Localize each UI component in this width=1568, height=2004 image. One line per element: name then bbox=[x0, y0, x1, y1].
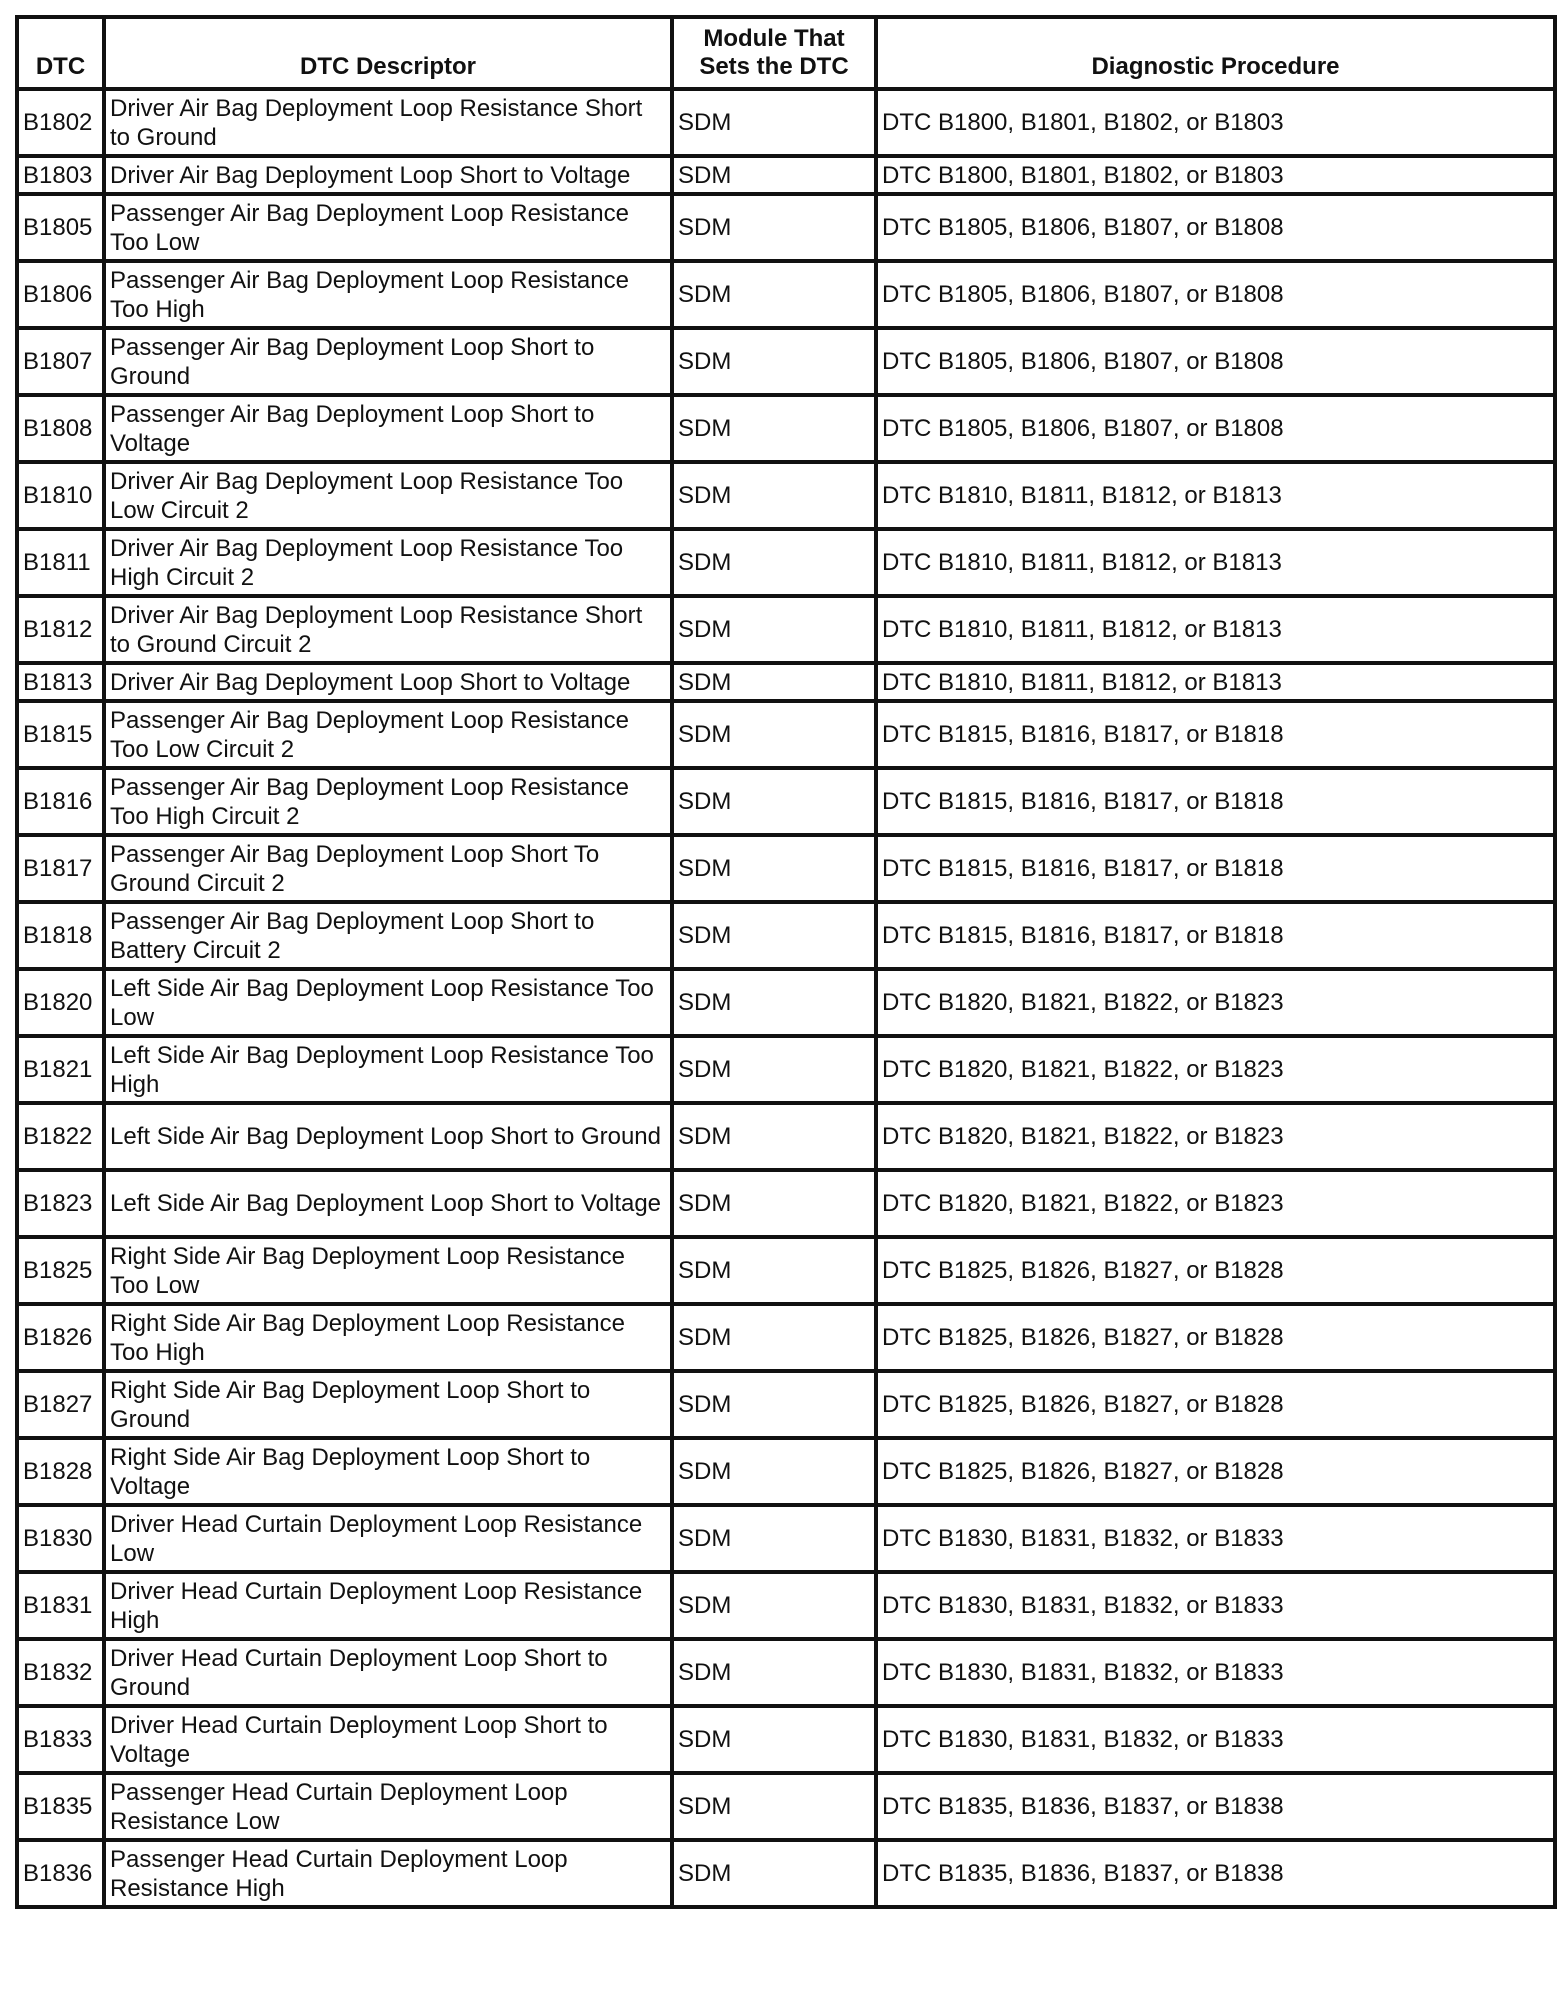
dtc-cell: B1827 bbox=[17, 1371, 104, 1438]
table-body bbox=[17, 89, 1555, 1907]
descriptor-cell: Left Side Air Bag Deployment Loop Short to Ground bbox=[104, 1103, 672, 1170]
descriptor-cell: Driver Air Bag Deployment Loop Resistance Too High Circuit 2 bbox=[104, 529, 672, 596]
procedure-cell: DTC B1825, B1826, B1827, or B1828 bbox=[876, 1371, 1555, 1438]
descriptor-cell: Left Side Air Bag Deployment Loop Short to Voltage bbox=[104, 1170, 672, 1237]
header-module: Module That Sets the DTC bbox=[672, 17, 876, 89]
table-row bbox=[17, 768, 1555, 835]
dtc-cell: B1817 bbox=[17, 835, 104, 902]
procedure-cell: DTC B1800, B1801, B1802, or B1803 bbox=[876, 89, 1555, 156]
module-cell: SDM bbox=[672, 1572, 876, 1639]
table-row bbox=[17, 1773, 1555, 1840]
procedure-cell: DTC B1810, B1811, B1812, or B1813 bbox=[876, 596, 1555, 663]
procedure-cell: DTC B1800, B1801, B1802, or B1803 bbox=[876, 156, 1555, 194]
module-cell: SDM bbox=[672, 194, 876, 261]
dtc-cell: B1811 bbox=[17, 529, 104, 596]
procedure-cell: DTC B1830, B1831, B1832, or B1833 bbox=[876, 1706, 1555, 1773]
procedure-cell: DTC B1820, B1821, B1822, or B1823 bbox=[876, 1036, 1555, 1103]
table-row bbox=[17, 969, 1555, 1036]
procedure-cell: DTC B1835, B1836, B1837, or B1838 bbox=[876, 1840, 1555, 1907]
table-row bbox=[17, 1438, 1555, 1505]
descriptor-cell: Left Side Air Bag Deployment Loop Resistance Too High bbox=[104, 1036, 672, 1103]
descriptor-cell: Passenger Air Bag Deployment Loop Resistance Too High bbox=[104, 261, 672, 328]
module-cell: SDM bbox=[672, 1103, 876, 1170]
dtc-cell: B1805 bbox=[17, 194, 104, 261]
module-cell: SDM bbox=[672, 663, 876, 701]
table-row bbox=[17, 835, 1555, 902]
dtc-cell: B1808 bbox=[17, 395, 104, 462]
descriptor-cell: Driver Air Bag Deployment Loop Resistance Too Low Circuit 2 bbox=[104, 462, 672, 529]
module-cell: SDM bbox=[672, 1773, 876, 1840]
header-descriptor: DTC Descriptor bbox=[104, 17, 672, 89]
procedure-cell: DTC B1810, B1811, B1812, or B1813 bbox=[876, 663, 1555, 701]
module-cell: SDM bbox=[672, 1170, 876, 1237]
dtc-cell: B1828 bbox=[17, 1438, 104, 1505]
dtc-table bbox=[15, 15, 1557, 1909]
procedure-cell: DTC B1835, B1836, B1837, or B1838 bbox=[876, 1773, 1555, 1840]
descriptor-cell: Left Side Air Bag Deployment Loop Resistance Too Low bbox=[104, 969, 672, 1036]
table-row bbox=[17, 1639, 1555, 1706]
table-row bbox=[17, 1170, 1555, 1237]
table-row bbox=[17, 1840, 1555, 1907]
module-cell: SDM bbox=[672, 902, 876, 969]
procedure-cell: DTC B1805, B1806, B1807, or B1808 bbox=[876, 194, 1555, 261]
descriptor-cell: Driver Air Bag Deployment Loop Short to Voltage bbox=[104, 156, 672, 194]
procedure-cell: DTC B1820, B1821, B1822, or B1823 bbox=[876, 1170, 1555, 1237]
module-cell: SDM bbox=[672, 835, 876, 902]
table-row bbox=[17, 1304, 1555, 1371]
procedure-cell: DTC B1825, B1826, B1827, or B1828 bbox=[876, 1304, 1555, 1371]
table-row bbox=[17, 1237, 1555, 1304]
descriptor-cell: Driver Air Bag Deployment Loop Resistance Short to Ground bbox=[104, 89, 672, 156]
module-cell: SDM bbox=[672, 596, 876, 663]
module-cell: SDM bbox=[672, 529, 876, 596]
descriptor-cell: Passenger Air Bag Deployment Loop Resistance Too High Circuit 2 bbox=[104, 768, 672, 835]
module-cell: SDM bbox=[672, 1371, 876, 1438]
dtc-cell: B1806 bbox=[17, 261, 104, 328]
dtc-cell: B1820 bbox=[17, 969, 104, 1036]
procedure-cell: DTC B1825, B1826, B1827, or B1828 bbox=[876, 1237, 1555, 1304]
table-row bbox=[17, 261, 1555, 328]
table-row bbox=[17, 156, 1555, 194]
procedure-cell: DTC B1830, B1831, B1832, or B1833 bbox=[876, 1505, 1555, 1572]
table-row bbox=[17, 529, 1555, 596]
module-cell: SDM bbox=[672, 701, 876, 768]
table-row bbox=[17, 89, 1555, 156]
procedure-cell: DTC B1810, B1811, B1812, or B1813 bbox=[876, 462, 1555, 529]
procedure-cell: DTC B1815, B1816, B1817, or B1818 bbox=[876, 902, 1555, 969]
descriptor-cell: Right Side Air Bag Deployment Loop Resistance Too High bbox=[104, 1304, 672, 1371]
dtc-cell: B1826 bbox=[17, 1304, 104, 1371]
procedure-cell: DTC B1825, B1826, B1827, or B1828 bbox=[876, 1438, 1555, 1505]
dtc-cell: B1821 bbox=[17, 1036, 104, 1103]
procedure-cell: DTC B1830, B1831, B1832, or B1833 bbox=[876, 1572, 1555, 1639]
module-cell: SDM bbox=[672, 395, 876, 462]
table-row bbox=[17, 1103, 1555, 1170]
descriptor-cell: Passenger Air Bag Deployment Loop Short to Ground bbox=[104, 328, 672, 395]
dtc-cell: B1823 bbox=[17, 1170, 104, 1237]
descriptor-cell: Right Side Air Bag Deployment Loop Short to Voltage bbox=[104, 1438, 672, 1505]
module-cell: SDM bbox=[672, 328, 876, 395]
module-cell: SDM bbox=[672, 1706, 876, 1773]
procedure-cell: DTC B1815, B1816, B1817, or B1818 bbox=[876, 701, 1555, 768]
descriptor-cell: Driver Head Curtain Deployment Loop Resistance High bbox=[104, 1572, 672, 1639]
procedure-cell: DTC B1805, B1806, B1807, or B1808 bbox=[876, 261, 1555, 328]
module-cell: SDM bbox=[672, 1639, 876, 1706]
dtc-cell: B1813 bbox=[17, 663, 104, 701]
descriptor-cell: Right Side Air Bag Deployment Loop Short to Ground bbox=[104, 1371, 672, 1438]
dtc-cell: B1803 bbox=[17, 156, 104, 194]
descriptor-cell: Passenger Air Bag Deployment Loop Short To Ground Circuit 2 bbox=[104, 835, 672, 902]
table-row bbox=[17, 902, 1555, 969]
table-row bbox=[17, 1706, 1555, 1773]
module-cell: SDM bbox=[672, 1036, 876, 1103]
procedure-cell: DTC B1830, B1831, B1832, or B1833 bbox=[876, 1639, 1555, 1706]
descriptor-cell: Passenger Head Curtain Deployment Loop Resistance High bbox=[104, 1840, 672, 1907]
descriptor-cell: Right Side Air Bag Deployment Loop Resistance Too Low bbox=[104, 1237, 672, 1304]
table-row bbox=[17, 1572, 1555, 1639]
dtc-cell: B1816 bbox=[17, 768, 104, 835]
descriptor-cell: Passenger Head Curtain Deployment Loop Resistance Low bbox=[104, 1773, 672, 1840]
module-cell: SDM bbox=[672, 462, 876, 529]
table-row bbox=[17, 194, 1555, 261]
module-cell: SDM bbox=[672, 156, 876, 194]
dtc-cell: B1832 bbox=[17, 1639, 104, 1706]
procedure-cell: DTC B1820, B1821, B1822, or B1823 bbox=[876, 1103, 1555, 1170]
table-row bbox=[17, 701, 1555, 768]
module-cell: SDM bbox=[672, 768, 876, 835]
table-row bbox=[17, 462, 1555, 529]
module-cell: SDM bbox=[672, 969, 876, 1036]
dtc-cell: B1802 bbox=[17, 89, 104, 156]
dtc-cell: B1831 bbox=[17, 1572, 104, 1639]
module-cell: SDM bbox=[672, 1505, 876, 1572]
dtc-cell: B1810 bbox=[17, 462, 104, 529]
descriptor-cell: Passenger Air Bag Deployment Loop Resistance Too Low Circuit 2 bbox=[104, 701, 672, 768]
table-header bbox=[17, 17, 1555, 89]
table-row bbox=[17, 1371, 1555, 1438]
table-row bbox=[17, 596, 1555, 663]
dtc-cell: B1836 bbox=[17, 1840, 104, 1907]
table-row bbox=[17, 395, 1555, 462]
module-cell: SDM bbox=[672, 89, 876, 156]
module-cell: SDM bbox=[672, 1438, 876, 1505]
procedure-cell: DTC B1810, B1811, B1812, or B1813 bbox=[876, 529, 1555, 596]
dtc-cell: B1825 bbox=[17, 1237, 104, 1304]
dtc-cell: B1807 bbox=[17, 328, 104, 395]
dtc-cell: B1822 bbox=[17, 1103, 104, 1170]
procedure-cell: DTC B1805, B1806, B1807, or B1808 bbox=[876, 395, 1555, 462]
dtc-cell: B1812 bbox=[17, 596, 104, 663]
module-cell: SDM bbox=[672, 1237, 876, 1304]
dtc-cell: B1818 bbox=[17, 902, 104, 969]
table-row bbox=[17, 1036, 1555, 1103]
header-row bbox=[17, 17, 1555, 89]
descriptor-cell: Driver Head Curtain Deployment Loop Resistance Low bbox=[104, 1505, 672, 1572]
header-dtc: DTC bbox=[17, 17, 104, 89]
descriptor-cell: Passenger Air Bag Deployment Loop Short to Voltage bbox=[104, 395, 672, 462]
dtc-cell: B1815 bbox=[17, 701, 104, 768]
table-row bbox=[17, 328, 1555, 395]
descriptor-cell: Passenger Air Bag Deployment Loop Short to Battery Circuit 2 bbox=[104, 902, 672, 969]
table-row bbox=[17, 1505, 1555, 1572]
procedure-cell: DTC B1815, B1816, B1817, or B1818 bbox=[876, 835, 1555, 902]
table-row bbox=[17, 663, 1555, 701]
dtc-cell: B1835 bbox=[17, 1773, 104, 1840]
dtc-cell: B1830 bbox=[17, 1505, 104, 1572]
descriptor-cell: Driver Head Curtain Deployment Loop Short to Voltage bbox=[104, 1706, 672, 1773]
dtc-cell: B1833 bbox=[17, 1706, 104, 1773]
module-cell: SDM bbox=[672, 1304, 876, 1371]
module-cell: SDM bbox=[672, 1840, 876, 1907]
procedure-cell: DTC B1820, B1821, B1822, or B1823 bbox=[876, 969, 1555, 1036]
procedure-cell: DTC B1805, B1806, B1807, or B1808 bbox=[876, 328, 1555, 395]
procedure-cell: DTC B1815, B1816, B1817, or B1818 bbox=[876, 768, 1555, 835]
descriptor-cell: Driver Air Bag Deployment Loop Resistance Short to Ground Circuit 2 bbox=[104, 596, 672, 663]
descriptor-cell: Driver Head Curtain Deployment Loop Short to Ground bbox=[104, 1639, 672, 1706]
module-cell: SDM bbox=[672, 261, 876, 328]
descriptor-cell: Passenger Air Bag Deployment Loop Resistance Too Low bbox=[104, 194, 672, 261]
header-procedure: Diagnostic Procedure bbox=[876, 17, 1555, 89]
descriptor-cell: Driver Air Bag Deployment Loop Short to Voltage bbox=[104, 663, 672, 701]
